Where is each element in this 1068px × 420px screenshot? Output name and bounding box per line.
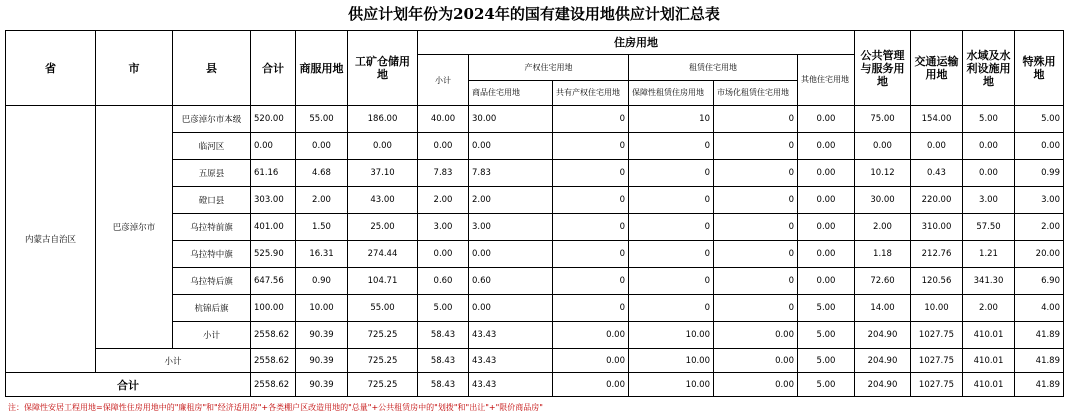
cell-total: 401.00 [251,214,296,241]
county-name: 乌拉特中旗 [173,241,251,268]
cell-water: 0.00 [963,160,1015,187]
cell-housing-subtotal: 3.00 [418,214,469,241]
cell-market-rental: 0 [714,106,798,133]
cell-shared-property: 0 [553,106,629,133]
cell-special: 20.00 [1015,241,1064,268]
cell-guaranteed-rental: 0 [629,187,714,214]
header-industrial: 工矿仓储用地 [348,31,418,106]
cell-special: 2.00 [1015,214,1064,241]
cell-transport: 1027.75 [911,373,963,397]
cell-water: 410.01 [963,373,1015,397]
cell-shared-property: 0 [553,241,629,268]
cell-special: 6.90 [1015,268,1064,295]
cell-transport: 310.00 [911,214,963,241]
cell-water: 0.00 [963,133,1015,160]
cell-water: 410.01 [963,349,1015,373]
cell-total: 2558.62 [251,349,296,373]
cell-commercial: 55.00 [296,106,348,133]
header-commercial: 商服用地 [296,31,348,106]
county-name: 巴彦淖尔市本级 [173,106,251,133]
cell-industrial: 725.25 [348,373,418,397]
cell-guaranteed-rental: 10.00 [629,322,714,349]
cell-commercial: 90.39 [296,322,348,349]
cell-other-housing: 0.00 [798,133,855,160]
cell-housing-subtotal: 40.00 [418,106,469,133]
cell-industrial: 37.10 [348,160,418,187]
cell-public: 204.90 [855,349,911,373]
cell-guaranteed-rental: 0 [629,160,714,187]
header-rental-housing: 租赁住宅用地 [629,55,798,81]
cell-total: 520.00 [251,106,296,133]
cell-public: 204.90 [855,322,911,349]
cell-other-housing: 0.00 [798,268,855,295]
cell-other-housing: 5.00 [798,322,855,349]
cell-shared-property: 0 [553,160,629,187]
cell-market-rental: 0 [714,214,798,241]
cell-commodity: 7.83 [469,160,553,187]
cell-special: 41.89 [1015,322,1064,349]
province-cell: 内蒙古自治区 [6,106,96,373]
header-total: 合计 [251,31,296,106]
cell-industrial: 43.00 [348,187,418,214]
cell-guaranteed-rental: 0 [629,241,714,268]
header-market-rental: 市场化租赁住宅用地 [714,81,798,106]
header-commodity-housing: 商品住宅用地 [469,81,553,106]
cell-total: 0.00 [251,133,296,160]
cell-other-housing: 5.00 [798,295,855,322]
cell-industrial: 274.44 [348,241,418,268]
cell-special: 41.89 [1015,349,1064,373]
header-county: 县 [173,31,251,106]
county-name: 临河区 [173,133,251,160]
cell-guaranteed-rental: 0 [629,214,714,241]
page-title: 供应计划年份为2024年的国有建设用地供应计划汇总表 [348,5,720,23]
cell-market-rental: 0 [714,187,798,214]
cell-public: 30.00 [855,187,911,214]
cell-transport: 154.00 [911,106,963,133]
cell-housing-subtotal: 7.83 [418,160,469,187]
header-public: 公共管理与服务用地 [855,31,911,106]
cell-guaranteed-rental: 0 [629,268,714,295]
cell-market-rental: 0 [714,241,798,268]
header-transport: 交通运输用地 [911,31,963,106]
cell-housing-subtotal: 58.43 [418,373,469,397]
cell-industrial: 0.00 [348,133,418,160]
county-name: 杭锦后旗 [173,295,251,322]
cell-housing-subtotal: 0.00 [418,241,469,268]
cell-shared-property: 0 [553,187,629,214]
cell-water: 1.21 [963,241,1015,268]
cell-total: 2558.62 [251,373,296,397]
header-province: 省 [6,31,96,106]
cell-commercial: 90.39 [296,349,348,373]
cell-public: 1.18 [855,241,911,268]
county-name: 磴口县 [173,187,251,214]
header-city: 市 [96,31,173,106]
cell-market-rental: 0.00 [714,373,798,397]
cell-industrial: 25.00 [348,214,418,241]
cell-total: 647.56 [251,268,296,295]
cell-other-housing: 5.00 [798,373,855,397]
province-subtotal-row [6,349,1064,373]
cell-shared-property: 0 [553,295,629,322]
cell-commercial: 2.00 [296,187,348,214]
cell-water: 57.50 [963,214,1015,241]
grand-total-label: 合计 [6,373,251,397]
cell-market-rental: 0 [714,133,798,160]
province-subtotal-label: 小计 [96,349,251,373]
cell-public: 2.00 [855,214,911,241]
cell-housing-subtotal: 0.00 [418,133,469,160]
cell-other-housing: 0.00 [798,187,855,214]
county-name: 五原县 [173,160,251,187]
table-row [6,106,1064,133]
cell-housing-subtotal: 0.60 [418,268,469,295]
header-water: 水域及水利设施用地 [963,31,1015,106]
header-special: 特殊用地 [1015,31,1064,106]
cell-special: 3.00 [1015,187,1064,214]
cell-market-rental: 0 [714,295,798,322]
cell-transport: 120.56 [911,268,963,295]
header-shared-property-housing: 共有产权住宅用地 [553,81,629,106]
cell-guaranteed-rental: 10.00 [629,373,714,397]
cell-transport: 212.76 [911,241,963,268]
cell-total: 100.00 [251,295,296,322]
cell-special: 5.00 [1015,106,1064,133]
cell-other-housing: 0.00 [798,106,855,133]
cell-shared-property: 0.00 [553,349,629,373]
cell-shared-property: 0 [553,214,629,241]
cell-total: 303.00 [251,187,296,214]
cell-market-rental: 0 [714,160,798,187]
cell-commodity: 2.00 [469,187,553,214]
cell-shared-property: 0.00 [553,322,629,349]
cell-industrial: 725.25 [348,349,418,373]
grand-total-row [6,373,1064,397]
cell-commercial: 1.50 [296,214,348,241]
cell-special: 41.89 [1015,373,1064,397]
cell-commodity: 3.00 [469,214,553,241]
cell-public: 14.00 [855,295,911,322]
cell-public: 204.90 [855,373,911,397]
cell-water: 5.00 [963,106,1015,133]
header-guaranteed-rental: 保障性租赁住房用地 [629,81,714,106]
cell-industrial: 104.71 [348,268,418,295]
cell-transport: 10.00 [911,295,963,322]
cell-public: 10.12 [855,160,911,187]
cell-shared-property: 0 [553,133,629,160]
supply-plan-table [5,30,1064,397]
cell-special: 4.00 [1015,295,1064,322]
header-other-housing: 其他住宅用地 [798,55,855,106]
cell-industrial: 186.00 [348,106,418,133]
cell-special: 0.00 [1015,133,1064,160]
cell-housing-subtotal: 5.00 [418,295,469,322]
cell-commodity: 43.43 [469,322,553,349]
county-name: 乌拉特后旗 [173,268,251,295]
cell-commodity: 43.43 [469,373,553,397]
cell-commercial: 16.31 [296,241,348,268]
cell-housing-subtotal: 58.43 [418,349,469,373]
cell-transport: 0.43 [911,160,963,187]
cell-guaranteed-rental: 0 [629,133,714,160]
cell-total: 61.16 [251,160,296,187]
cell-commercial: 0.00 [296,133,348,160]
cell-other-housing: 0.00 [798,214,855,241]
cell-public: 72.60 [855,268,911,295]
cell-water: 410.01 [963,322,1015,349]
cell-commercial: 90.39 [296,373,348,397]
header-housing-subtotal: 小计 [418,55,469,106]
cell-commodity: 43.43 [469,349,553,373]
cell-special: 0.99 [1015,160,1064,187]
cell-shared-property: 0 [553,268,629,295]
footnote: 注：保障性安居工程用地=保障性住房用地中的"廉租房"和"经济适用房"+各类棚户区改造用地的"总量"+公共租赁房中的"划拨"和"出让"+"限价商品房" [8,403,543,412]
cell-industrial: 55.00 [348,295,418,322]
cell-guaranteed-rental: 10 [629,106,714,133]
cell-commercial: 0.90 [296,268,348,295]
cell-commodity: 0.00 [469,133,553,160]
cell-transport: 1027.75 [911,322,963,349]
cell-market-rental: 0.00 [714,349,798,373]
cell-housing-subtotal: 2.00 [418,187,469,214]
cell-commercial: 10.00 [296,295,348,322]
cell-water: 2.00 [963,295,1015,322]
cell-market-rental: 0.00 [714,322,798,349]
cell-commodity: 0.00 [469,295,553,322]
cell-commodity: 0.00 [469,241,553,268]
cell-commodity: 30.00 [469,106,553,133]
cell-guaranteed-rental: 10.00 [629,349,714,373]
cell-transport: 0.00 [911,133,963,160]
cell-guaranteed-rental: 0 [629,295,714,322]
cell-total: 2558.62 [251,322,296,349]
cell-commodity: 0.60 [469,268,553,295]
header-housing: 住房用地 [418,31,855,55]
cell-transport: 220.00 [911,187,963,214]
cell-market-rental: 0 [714,268,798,295]
cell-other-housing: 0.00 [798,160,855,187]
cell-public: 75.00 [855,106,911,133]
cell-water: 3.00 [963,187,1015,214]
city-subtotal-label: 小计 [173,322,251,349]
cell-commercial: 4.68 [296,160,348,187]
county-name: 乌拉特前旗 [173,214,251,241]
cell-total: 525.90 [251,241,296,268]
cell-water: 341.30 [963,268,1015,295]
cell-public: 0.00 [855,133,911,160]
cell-other-housing: 0.00 [798,241,855,268]
city-cell: 巴彦淖尔市 [96,106,173,349]
cell-industrial: 725.25 [348,322,418,349]
cell-housing-subtotal: 58.43 [418,322,469,349]
header-property-housing: 产权住宅用地 [469,55,629,81]
cell-shared-property: 0.00 [553,373,629,397]
cell-other-housing: 5.00 [798,349,855,373]
cell-transport: 1027.75 [911,349,963,373]
